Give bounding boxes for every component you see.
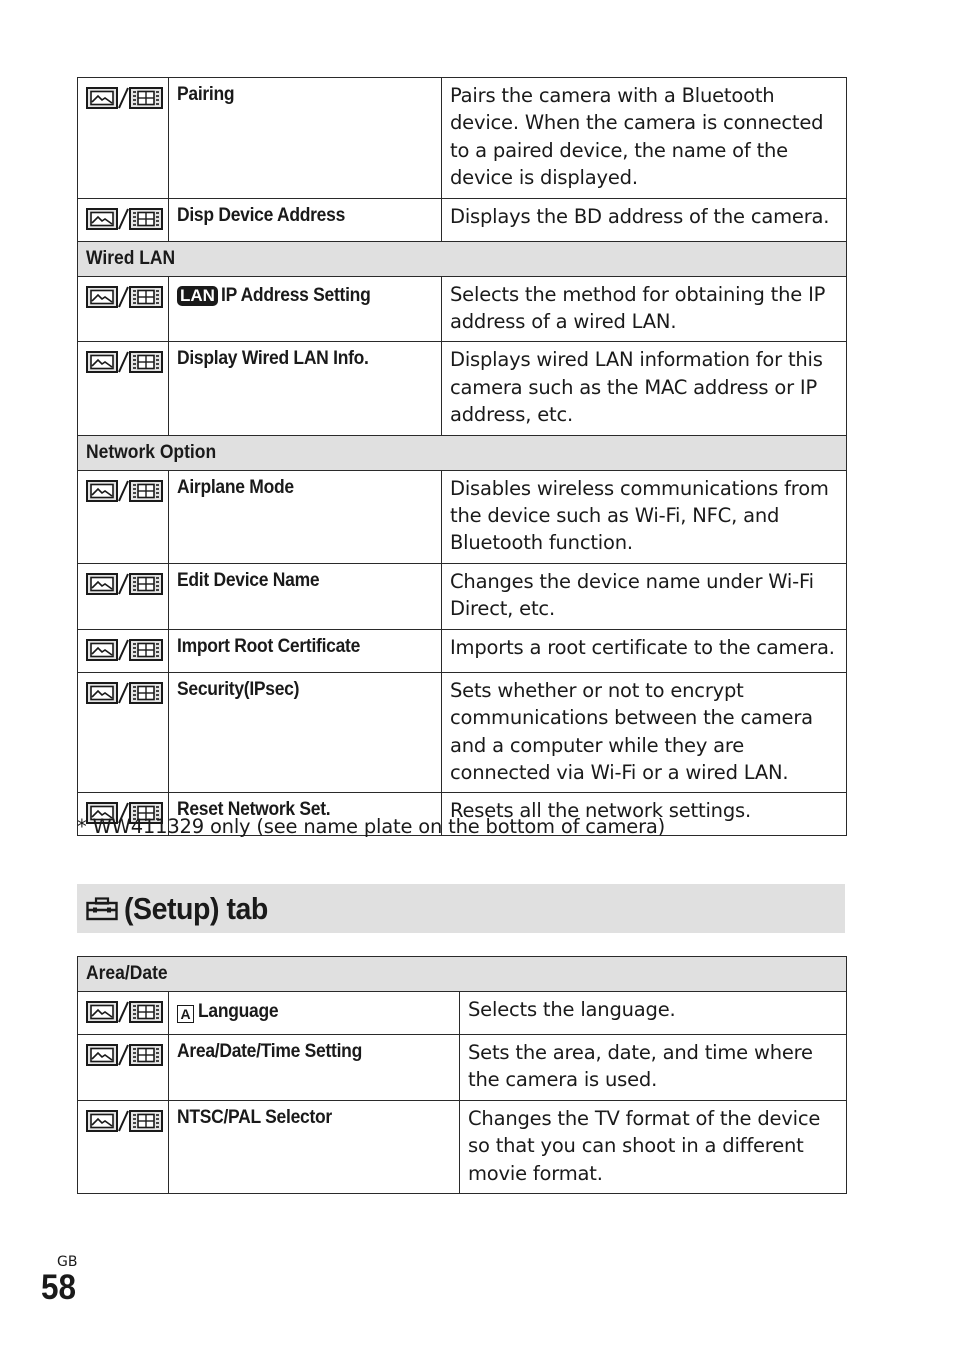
section-title: Network Option <box>86 441 217 463</box>
still-movie-mode-icon <box>86 681 164 705</box>
menu-item-description: Changes the TV format of the device so that you can shoot in a different movie format. <box>468 1106 821 1185</box>
menu-item-description: Disables wireless communications from the device such as Wi-Fi, NFC, and Bluetooth function. <box>450 476 829 555</box>
table-row <box>78 629 847 672</box>
table-row <box>78 342 847 435</box>
section-header-row <box>78 957 847 992</box>
menu-item-description: Changes the device name under Wi-Fi Direct, etc. <box>450 569 814 621</box>
lan-badge-icon: LAN <box>177 286 218 306</box>
page-number: 58 <box>41 1268 77 1307</box>
setup-tab-header <box>77 884 845 933</box>
page-region-label: GB <box>57 1254 78 1270</box>
menu-item-name: Security(IPsec) <box>177 678 300 700</box>
still-movie-mode-icon <box>86 1109 164 1133</box>
section-title: Area/Date <box>86 963 168 984</box>
menu-item-description: Selects the method for obtaining the IP address of a wired LAN. <box>450 282 826 334</box>
still-movie-mode-icon <box>86 479 164 503</box>
table-row <box>78 276 847 342</box>
toolbox-icon <box>86 897 118 921</box>
table-row <box>78 78 847 199</box>
menu-item-description: Resets all the network settings. <box>450 799 751 823</box>
still-movie-mode-icon <box>86 207 164 231</box>
table-row <box>78 672 847 793</box>
menu-item-name: IP Address Setting <box>220 284 371 306</box>
table-row <box>78 198 847 241</box>
still-movie-mode-icon <box>86 1000 164 1024</box>
table-row <box>78 470 847 563</box>
language-icon: A <box>177 1005 194 1023</box>
menu-item-description: Selects the language. <box>468 998 676 1021</box>
menu-item-name: Airplane Mode <box>177 476 294 498</box>
section-header-row <box>78 241 847 276</box>
footnote: * WW411329 only (see name plate on the bottom of camera) <box>77 815 666 838</box>
menu-item-description: Imports a root certificate to the camera. <box>450 635 835 659</box>
table-row <box>78 992 847 1035</box>
table-row <box>78 563 847 629</box>
menu-item-name: Pairing <box>177 84 235 105</box>
still-movie-mode-icon <box>86 86 164 110</box>
menu-item-name: Display Wired LAN Info. <box>177 348 369 370</box>
menu-item-description: Displays wired LAN information for this camera such as the MAC address or IP address, etc. <box>450 348 823 427</box>
menu-item-name: Disp Device Address <box>177 204 346 226</box>
menu-item-description: Sets the area, date, and time where the camera is used. <box>468 1041 813 1092</box>
network-settings-table <box>77 77 847 836</box>
menu-item-name: Import Root Certificate <box>177 635 361 657</box>
menu-item-name: Reset Network Set. <box>177 799 331 821</box>
table-row <box>78 1035 847 1101</box>
tab-title: (Setup) tab <box>124 890 268 926</box>
still-movie-mode-icon <box>86 638 164 662</box>
menu-item-description: Sets whether or not to encrypt communications between the camera and a computer while they are connected via Wi-Fi or a wired LAN. <box>450 678 813 784</box>
section-header-row <box>78 435 847 470</box>
still-movie-mode-icon <box>86 572 164 596</box>
still-movie-mode-icon <box>86 350 164 374</box>
still-movie-mode-icon <box>86 285 164 309</box>
menu-item-name: Edit Device Name <box>177 569 320 591</box>
menu-item-description: Pairs the camera with a Bluetooth device. When the camera is connected to a paired device, the name of the device is displayed. <box>450 84 824 190</box>
menu-item-name: Language <box>198 1001 279 1022</box>
still-movie-mode-icon <box>86 1043 164 1067</box>
menu-item-name: NTSC/PAL Selector <box>177 1106 332 1128</box>
menu-item-description: Displays the BD address of the camera. <box>450 204 830 228</box>
menu-item-name: Area/Date/Time Setting <box>177 1041 362 1062</box>
section-title: Wired LAN <box>86 247 176 269</box>
setup-settings-table <box>77 956 847 1194</box>
table-row <box>78 1100 847 1193</box>
